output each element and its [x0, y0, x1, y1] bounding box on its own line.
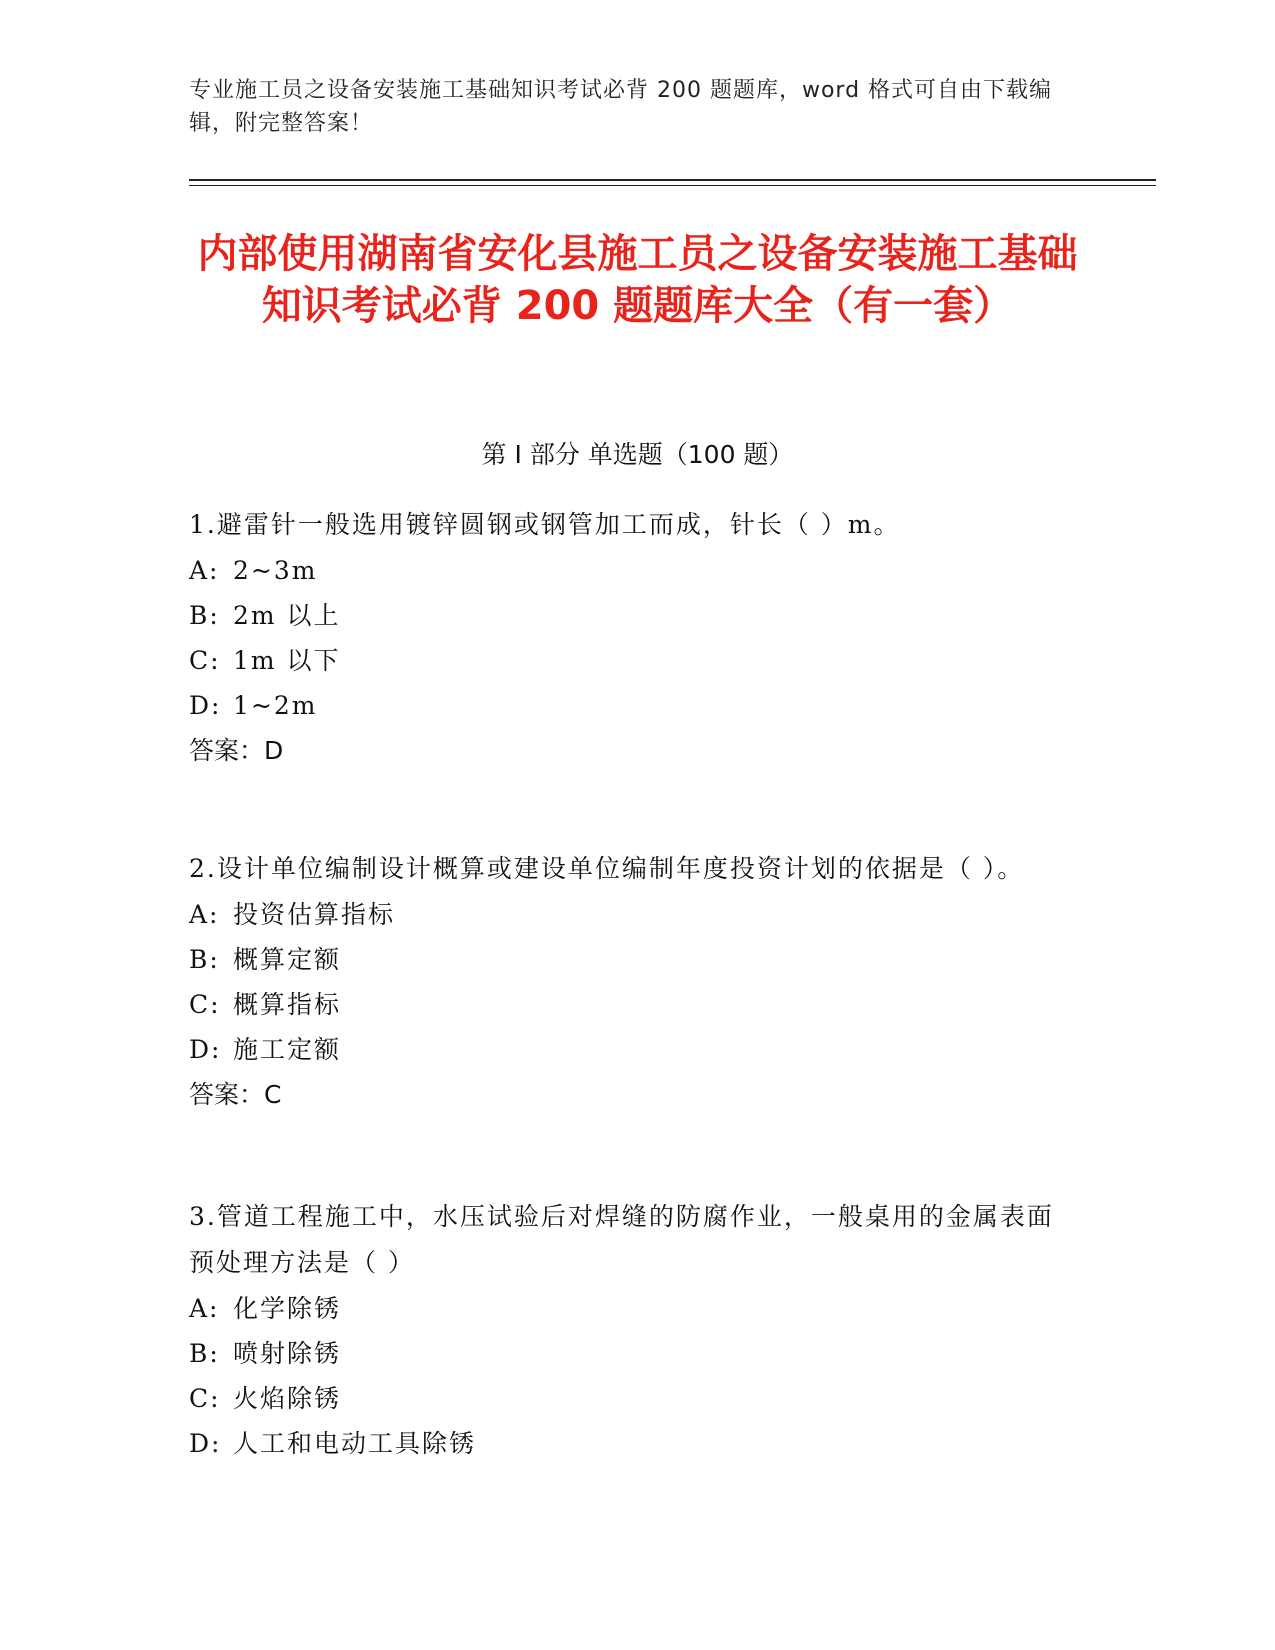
option-key: D:: [189, 1429, 222, 1458]
question-1: [189, 502, 1069, 774]
option-a: [189, 1286, 1069, 1331]
option-text: 人工和电动工具除锈: [233, 1429, 477, 1458]
answer-line: 答案：C: [189, 1080, 282, 1109]
question-stem: 1.避雷针一般选用镀锌圆钢或钢管加工而成，针长（ ）m。: [189, 510, 901, 539]
option-text: 2m 以上: [233, 601, 341, 630]
option-c: [189, 1376, 1069, 1421]
option-b: [189, 1331, 1069, 1376]
option-text: 化学除锈: [233, 1294, 342, 1323]
document-title: 内部使用湖南省安化县施工员之设备安装施工基础知识考试必背 200 题题库大全（有一套）: [197, 231, 1078, 329]
option-text: 1m 以下: [233, 646, 341, 675]
header-divider-thin: [189, 185, 1156, 186]
option-key: B:: [189, 945, 220, 974]
option-key: A:: [189, 900, 220, 929]
option-text: 施工定额: [233, 1035, 342, 1064]
option-key: C:: [189, 1384, 221, 1413]
option-key: B:: [189, 1339, 220, 1368]
option-text: 火焰除锈: [233, 1384, 342, 1413]
question-2: [189, 846, 1069, 1118]
question-stem: 3.管道工程施工中，水压试验后对焊缝的防腐作业，一般桌用的金属表面预处理方法是（ ）: [189, 1202, 1054, 1277]
option-text: 喷射除锈: [233, 1339, 342, 1368]
option-key: B:: [189, 601, 220, 630]
option-d: [189, 683, 1069, 728]
question-stem: 2.设计单位编制设计概算或建设单位编制年度投资计划的依据是（ ）。: [189, 854, 1025, 883]
option-key: A:: [189, 1294, 220, 1323]
option-text: 概算指标: [233, 990, 342, 1019]
answer-line: 答案：D: [189, 736, 284, 765]
option-text: 投资估算指标: [233, 900, 396, 929]
option-key: D:: [189, 691, 222, 720]
option-d: [189, 1027, 1069, 1072]
option-key: C:: [189, 646, 221, 675]
option-b: [189, 593, 1069, 638]
option-key: C:: [189, 990, 221, 1019]
header-note: 专业施工员之设备安装施工基础知识考试必背 200 题题库，word 格式可自由下载编辑，附完整答案！: [189, 78, 1053, 136]
option-c: [189, 982, 1069, 1027]
option-text: 概算定额: [233, 945, 342, 974]
section-title: 第 I 部分 单选题（100 题）: [481, 440, 794, 469]
option-text: 1~2m: [233, 691, 318, 720]
option-a: [189, 548, 1069, 593]
option-key: D:: [189, 1035, 222, 1064]
header-divider-thick: [189, 179, 1156, 181]
option-d: [189, 1421, 1069, 1466]
question-3: [189, 1194, 1069, 1466]
option-a: [189, 892, 1069, 937]
option-c: [189, 638, 1069, 683]
option-key: A:: [189, 556, 220, 585]
option-b: [189, 937, 1069, 982]
option-text: 2~3m: [233, 556, 318, 585]
